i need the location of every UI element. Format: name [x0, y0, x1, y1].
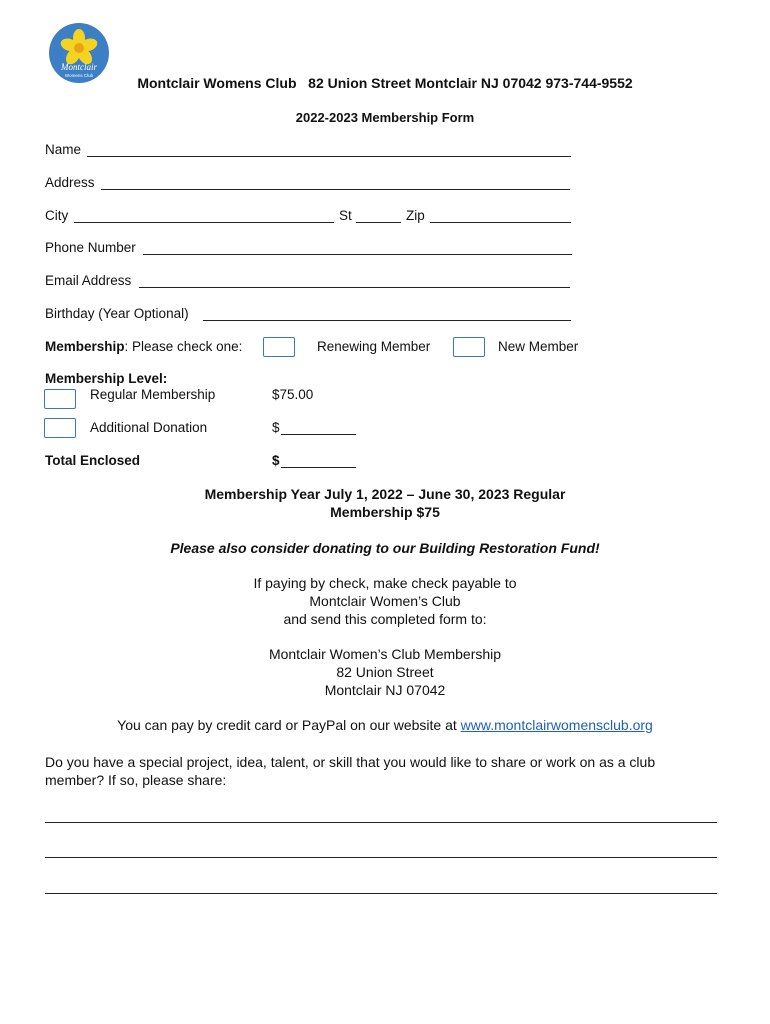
city-field[interactable]	[74, 222, 334, 223]
new-member-checkbox[interactable]	[453, 337, 485, 357]
phone-label: Phone Number	[45, 240, 136, 255]
regular-membership-label: Regular Membership	[90, 387, 216, 402]
new-member-label: New Member	[498, 339, 579, 354]
membership-year-line2: Membership $75	[330, 504, 440, 520]
donation-appeal: Please also consider donating to our Building Restoration Fund!	[170, 540, 600, 556]
regular-membership-price: $75.00	[272, 387, 314, 402]
birthday-field[interactable]	[203, 320, 571, 321]
birthday-label: Birthday (Year Optional)	[45, 306, 189, 321]
total-enclosed-field[interactable]	[281, 467, 356, 468]
membership-label-bold: Membership	[45, 339, 125, 354]
zip-field[interactable]	[430, 222, 571, 223]
membership-label	[45, 339, 242, 354]
form-title: 2022-2023 Membership Form	[295, 110, 475, 125]
additional-donation-checkbox[interactable]	[44, 418, 76, 438]
address-label: Address	[45, 175, 95, 190]
question-line2: member? If so, please share:	[45, 772, 227, 788]
total-enclosed-label: Total Enclosed	[45, 453, 141, 468]
question-line1: Do you have a special project, idea, talent, or skill that you would like to share or work on as a club	[45, 754, 656, 770]
email-label: Email Address	[45, 273, 132, 288]
phone-field[interactable]	[143, 254, 572, 255]
mail-address-line3: Montclair NJ 07042	[324, 682, 446, 698]
check-line3: and send this completed form to:	[283, 611, 487, 627]
check-line1: If paying by check, make check payable to	[253, 575, 517, 591]
renewing-member-checkbox[interactable]	[263, 337, 295, 357]
email-field[interactable]	[139, 287, 570, 288]
state-label: St	[339, 208, 352, 223]
check-line2: Montclair Women’s Club	[309, 593, 461, 609]
additional-donation-dollar: $	[272, 420, 280, 435]
additional-donation-label: Additional Donation	[90, 420, 208, 435]
online-payment-prefix: You can pay by credit card or PayPal on our website at	[117, 717, 461, 733]
name-field[interactable]	[87, 156, 571, 157]
regular-membership-checkbox[interactable]	[44, 389, 76, 409]
logo-text-main: Montclair	[61, 62, 97, 72]
mail-address-line1: Montclair Women’s Club Membership	[268, 646, 502, 662]
state-field[interactable]	[356, 222, 401, 223]
mail-address-line2: 82 Union Street	[336, 664, 434, 680]
address-field[interactable]	[101, 189, 570, 190]
renewing-member-label: Renewing Member	[317, 339, 431, 354]
share-answer-line-3[interactable]	[45, 893, 717, 894]
share-answer-line-2[interactable]	[45, 857, 717, 858]
logo-text-sub: Womens Club	[64, 73, 94, 78]
total-enclosed-dollar: $	[272, 453, 280, 468]
zip-label: Zip	[406, 208, 425, 223]
membership-year-line1: Membership Year July 1, 2022 – June 30, 2023 Regular	[204, 486, 566, 502]
share-answer-line-1[interactable]	[45, 822, 717, 823]
city-label: City	[45, 208, 69, 223]
online-payment-text	[0, 717, 770, 733]
website-link[interactable]: www.montclairwomensclub.org	[460, 717, 653, 733]
membership-level-title: Membership Level:	[45, 371, 168, 386]
name-label: Name	[45, 142, 82, 157]
membership-label-rest: : Please check one:	[124, 339, 243, 354]
header-line: Montclair Womens Club 82 Union Street Montclair NJ 07042 973-744-9552	[137, 75, 633, 91]
additional-donation-field[interactable]	[281, 434, 356, 435]
